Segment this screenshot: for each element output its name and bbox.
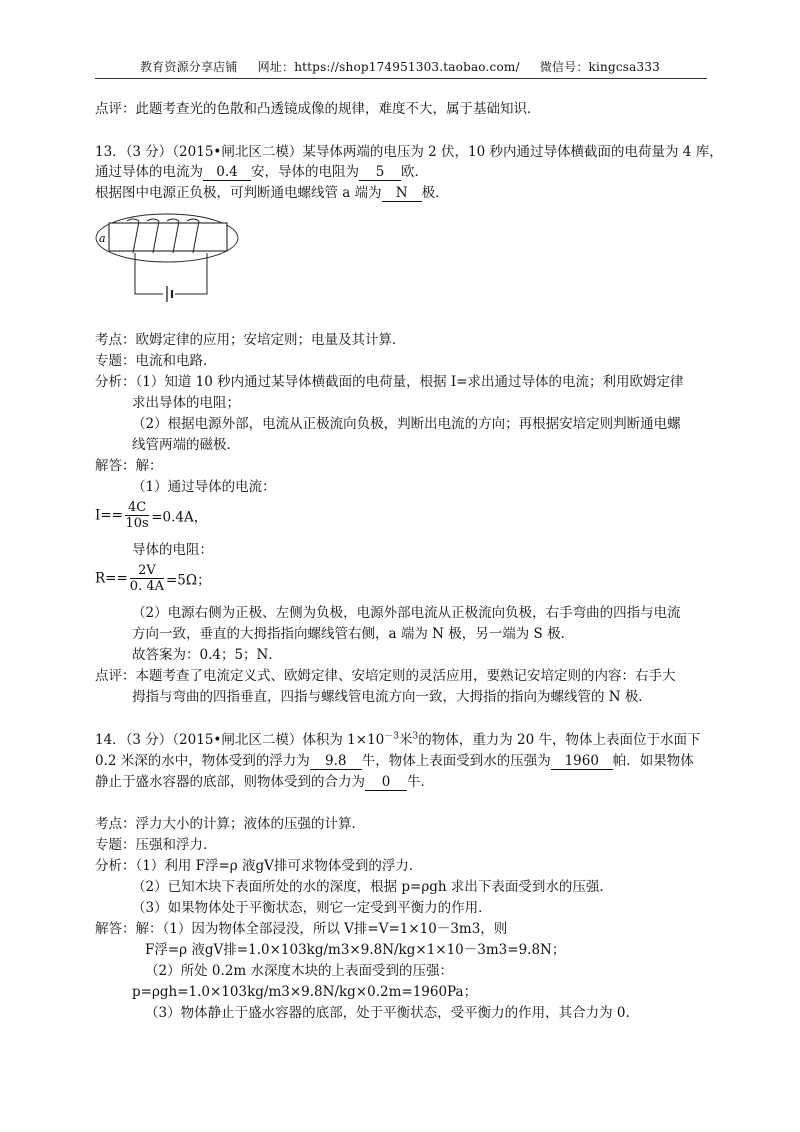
q14-jieda2: F浮=ρ 液gV排=1.0×103kg/m3×9.8N/kg×1×10－3m3=9.8N； xyxy=(145,942,566,958)
solenoid-core xyxy=(109,223,227,251)
q13-text-b: 安，导体的电阻为 xyxy=(251,164,359,180)
header-url: 网址：https://shop174951303.taobao.com/ xyxy=(257,60,520,74)
q14-text-f: 帕．如果物体 xyxy=(612,753,694,769)
q13-step2b: 方向一致，垂直的大拇指指向螺线管右侧，a 端为 N 极，另一端为 S 极． xyxy=(132,626,575,642)
q13-kaodian: 考点：欧姆定律的应用；安培定则；电量及其计算． xyxy=(95,332,406,348)
q14-line3 xyxy=(95,773,434,791)
formula-current-numerator: 4C xyxy=(125,500,149,516)
q13-line2 xyxy=(95,163,428,181)
q13-answer-resistance: 5 xyxy=(359,164,401,181)
q14-answer-pressure: 1960 xyxy=(551,753,613,770)
header-wechat: 微信号：kingcsa333 xyxy=(539,60,660,74)
q14-line2 xyxy=(95,752,694,770)
q13-fenxi2b: 线管两端的磁极． xyxy=(132,437,240,453)
q13-text-e: 极． xyxy=(421,185,449,201)
formula-resistance-denominator: 0. 4A xyxy=(129,579,164,594)
q13-line1: 13．（3 分）（2015•闸北区二模）某导体两端的电压为 2 伏，10 秒内通过导体横截面的电荷量为 4 库， xyxy=(95,144,723,160)
q13-text-c: 欧． xyxy=(401,164,428,180)
q14-fenxi1: 分析：（1）利用 F浮=ρ 液gV排可求物体受到的浮力． xyxy=(95,858,423,874)
q13-dianping2: 拇指与弯曲的四指垂直，四指与螺线管电流方向一致，大拇指的指向为螺线管的 N 极． xyxy=(132,689,652,705)
header-rule xyxy=(95,78,707,79)
q13-text-a: 通过导体的电流为 xyxy=(95,164,203,180)
q14-line1 xyxy=(95,731,700,749)
q14-jieda5: （3）物体静止于盛水容器的底部，处于平衡状态，受平衡力的作用，其合力为 0. xyxy=(145,1005,630,1021)
q14-text-a: 14．（3 分）（2015•闸北区二模）体积为 1×10 xyxy=(95,732,385,748)
q14-answer-net-force: 0 xyxy=(365,774,407,791)
q13-answer-summary: 故答案为：0.4；5；N． xyxy=(132,647,282,663)
formula-resistance-rhs: =5Ω； xyxy=(166,572,211,589)
label-a: a xyxy=(99,232,106,245)
q13-line3 xyxy=(95,184,449,202)
q13-formula-current xyxy=(95,500,207,531)
solenoid-diagram xyxy=(95,206,245,304)
q13-dianping1: 点评：本题考查了电流定义式、欧姆定律、安培定则的灵活应用，要熟记安培定则的内容：右手大 xyxy=(95,668,676,684)
q13-jieda: 解答：解： xyxy=(95,458,163,474)
q14-text-g: 静止于盛水容器的底部，则物体受到的合力为 xyxy=(95,774,365,790)
q14-fenxi2: （2）已知木块下表面所处的水的深度，根据 p=ρgh 求出下表面受到水的压强． xyxy=(132,879,613,895)
header-shop: 教育资源分享店铺 xyxy=(139,60,238,74)
q14-answer-buoyancy: 9.8 xyxy=(310,753,362,770)
q14-exponent2: 3 xyxy=(412,731,419,742)
q14-zhuanti: 专题：压强和浮力． xyxy=(95,837,217,853)
q13-text-d: 根据图中电源正负极，可判断通电螺线管 a 端为 xyxy=(95,185,382,201)
page-header xyxy=(95,58,705,75)
q14-jieda4: p=ρgh=1.0×103kg/m3×9.8N/kg×0.2m=1960Pa； xyxy=(132,984,478,1000)
q14-jieda1: 解答：解：（1）因为物体全部浸没，所以 V排=V=1×10－3m3，则 xyxy=(95,921,508,937)
q14-text-b: 米 xyxy=(398,732,413,748)
q13-answer-current: 0.4 xyxy=(203,164,251,181)
formula-resistance-fraction xyxy=(130,563,164,594)
formula-resistance-lhs: R== xyxy=(95,570,128,587)
q14-kaodian: 考点：浮力大小的计算；液体的压强的计算． xyxy=(95,816,365,832)
q13-answer-pole: N xyxy=(382,185,422,202)
q14-exponent: －3 xyxy=(384,731,399,742)
q14-text-c: 的物体，重力为 20 牛，物体上表面位于水面下 xyxy=(418,732,701,748)
formula-current-rhs: =0.4A， xyxy=(151,509,208,526)
q14-fenxi3: （3）如果物体处于平衡状态，则它一定受到平衡力的作用． xyxy=(132,900,492,916)
q14-text-e: 牛，物体上表面受到水的压强为 xyxy=(361,753,551,769)
q13-step2a: （2）电源右侧为正极、左侧为负极，电源外部电流从正极流向负极，右手弯曲的四指与电流 xyxy=(132,605,681,621)
intro-comment: 点评：此题考查光的色散和凸透镜成像的规律，难度不大，属于基础知识． xyxy=(95,101,541,117)
q13-fenxi1b: 求出导体的电阻； xyxy=(132,395,240,411)
formula-current-denominator: 10s xyxy=(125,516,149,531)
formula-current-fraction xyxy=(125,500,149,531)
formula-current-lhs: I== xyxy=(95,507,123,524)
q13-step1b: 导体的电阻： xyxy=(132,542,213,558)
q14-text-d: 0.2 米深的水中，物体受到的浮力为 xyxy=(95,753,310,769)
q13-fenxi2: （2）根据电源外部，电流从正极流向负极，判断出电流的方向；再根据安培定则判断通电螺 xyxy=(132,416,681,432)
circuit-wire xyxy=(135,253,207,294)
q13-formula-resistance xyxy=(95,563,211,594)
q13-step1: （1）通过导体的电流： xyxy=(132,479,276,495)
q14-jieda3: （2）所处 0.2m 水深度木块的上表面受到的压强： xyxy=(145,963,453,979)
formula-resistance-numerator: 2V xyxy=(130,563,164,579)
q13-fenxi1: 分析：（1）知道 10 秒内通过某导体横截面的电荷量，根据 I=求出通过导体的电流；利用欧姆定律 xyxy=(95,374,684,390)
q14-text-h: 牛． xyxy=(407,774,434,790)
q13-zhuanti: 专题：电流和电路． xyxy=(95,353,217,369)
